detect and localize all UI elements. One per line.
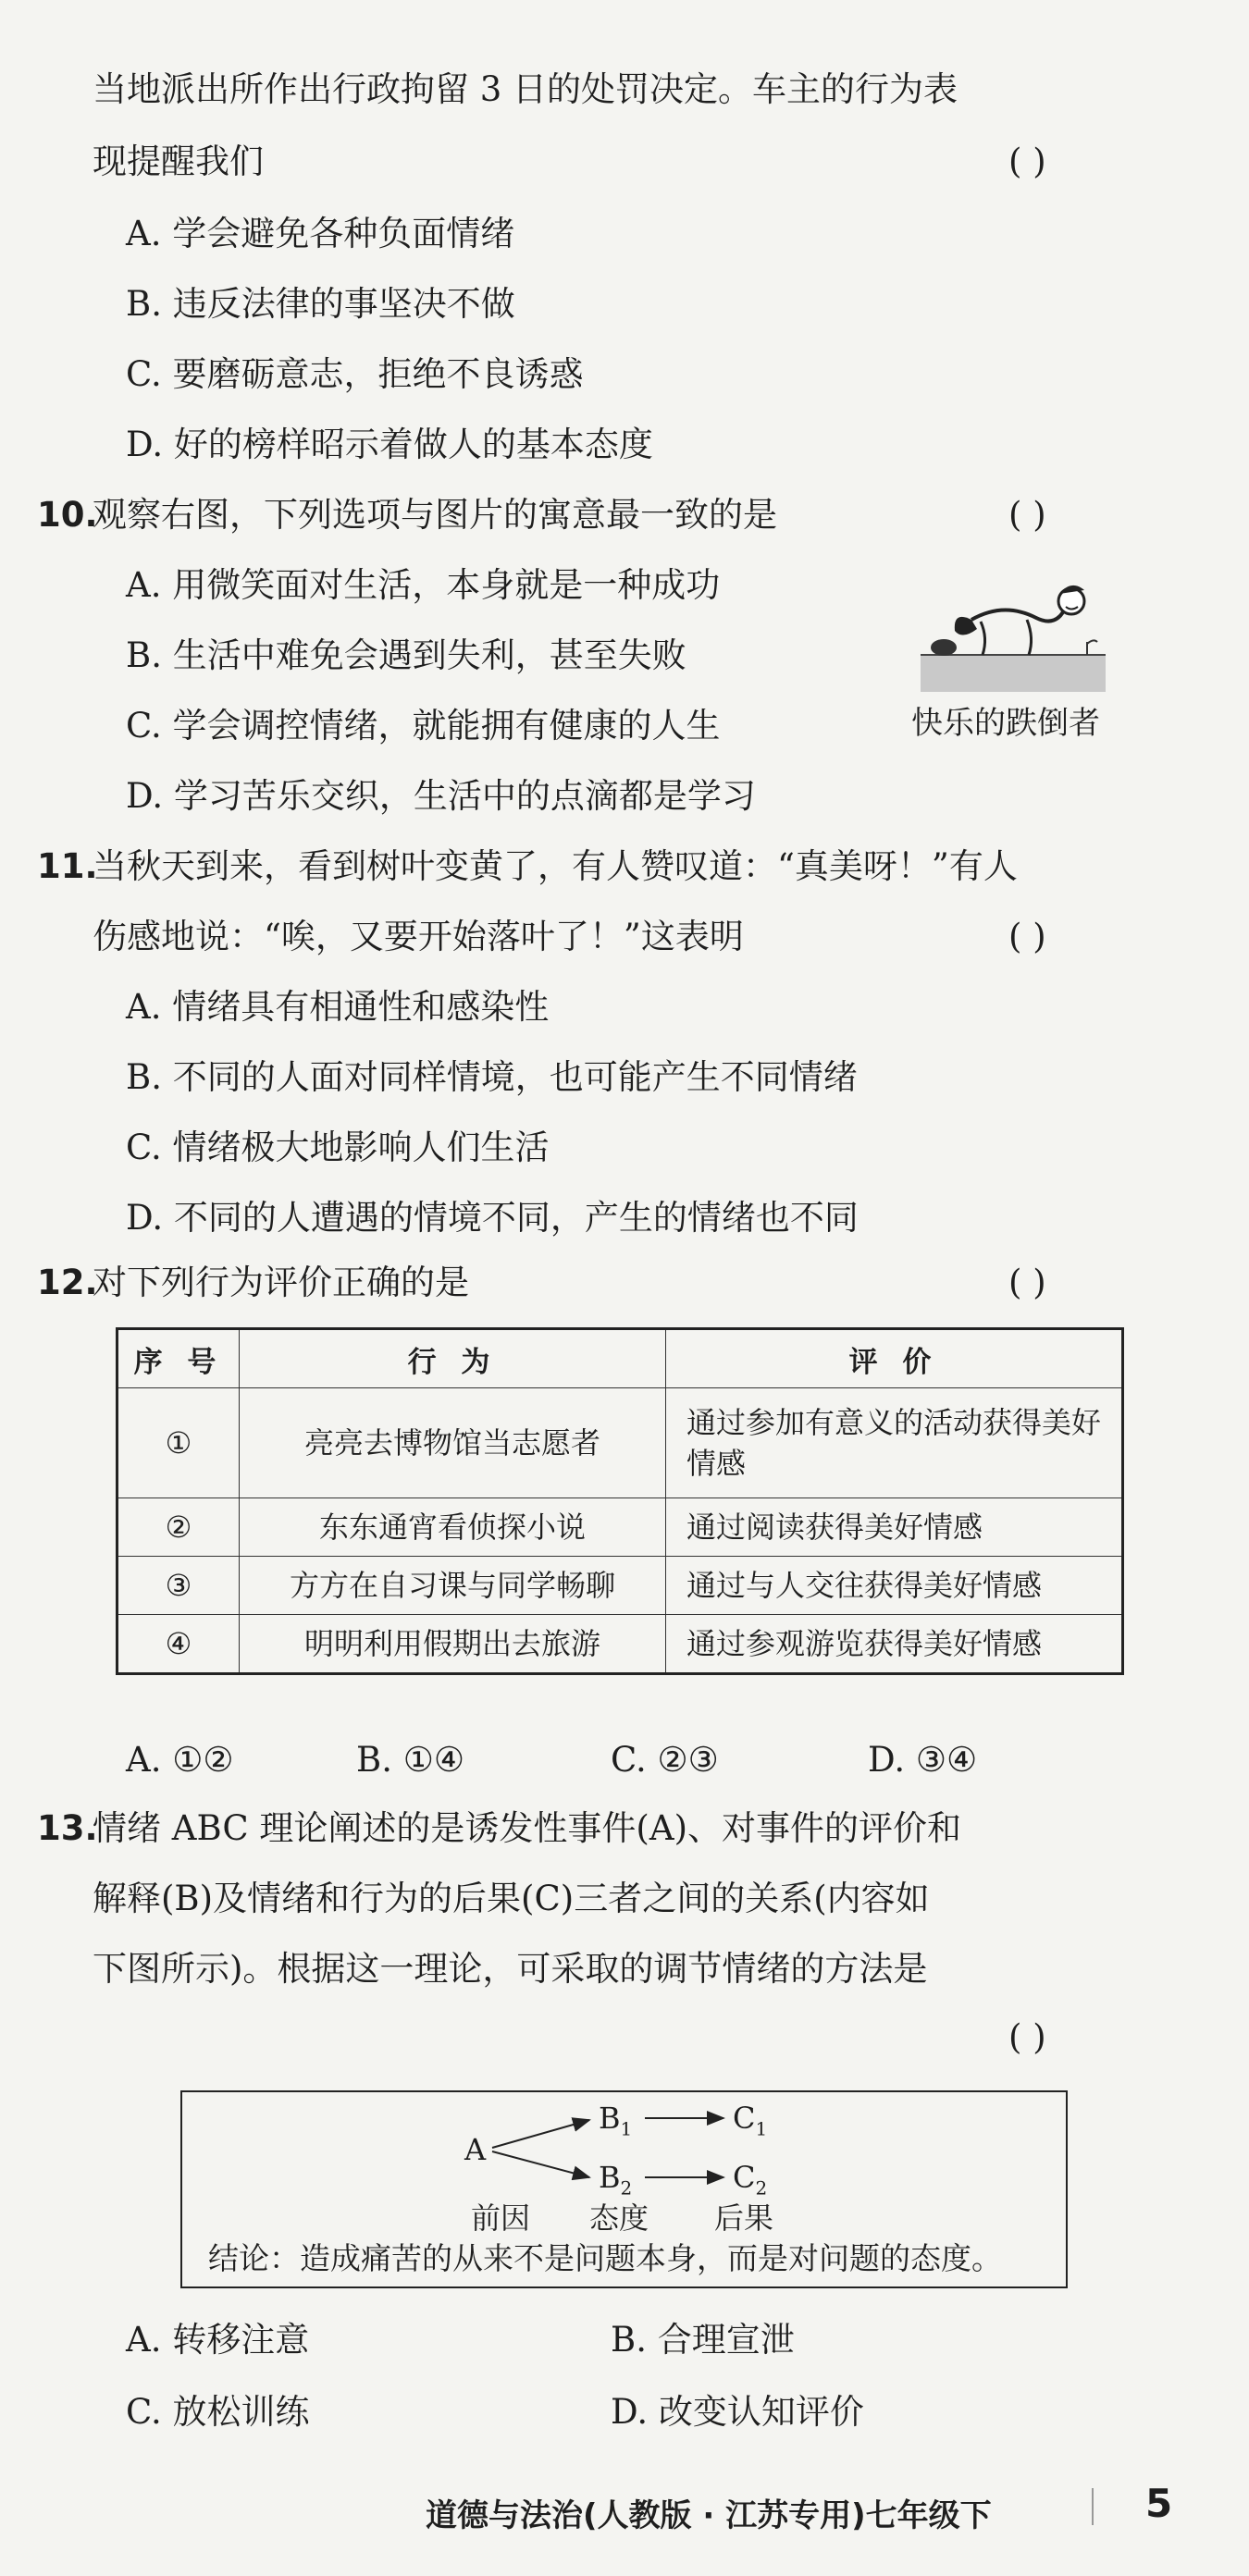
q11-stem-line1: 当秋天到来，看到树叶变黄了，有人赞叹道：“真美呀！”有人 xyxy=(93,846,1018,886)
q12-stem: 对下列行为评价正确的是 xyxy=(93,1263,469,1302)
diagram-label-cause: 前因 xyxy=(471,2200,531,2236)
q10-answer-paren: ( ) xyxy=(1008,495,1046,535)
table-row xyxy=(117,1615,1123,1674)
q9-stem-line1: 当地派出所作出行政拘留 3 日的处罚决定。车主的行为表 xyxy=(93,69,958,109)
q9-stem-line2: 现提醒我们 xyxy=(93,142,264,181)
q11-option-c: C. 情绪极大地影响人们生活 xyxy=(126,1128,550,1167)
q11-option-d: D. 不同的人遭遇的情境不同，产生的情绪也不同 xyxy=(126,1198,859,1238)
q13-option-c: C. 放松训练 xyxy=(126,2392,310,2432)
q10-option-b: B. 生活中难免会遇到失利，甚至失败 xyxy=(126,635,686,675)
q13-option-b: B. 合理宣泄 xyxy=(611,2320,795,2360)
q12-number: 12. xyxy=(37,1263,98,1302)
q13-stem-line2: 解释(B)及情绪和行为的后果(C)三者之间的关系(内容如 xyxy=(93,1879,930,1918)
q10-option-d: D. 学习苦乐交织，生活中的点滴都是学习 xyxy=(126,776,756,816)
row-behavior: 明明利用假期出去旅游 xyxy=(240,1615,666,1674)
q9-answer-paren: ( ) xyxy=(1008,142,1046,181)
q10-stem: 观察右图，下列选项与图片的寓意最一致的是 xyxy=(93,495,777,535)
diagram-label-attitude: 态度 xyxy=(589,2200,649,2236)
row-behavior: 东东通宵看侦探小说 xyxy=(240,1498,666,1557)
table-row xyxy=(117,1498,1123,1557)
q12-option-b: B. ①④ xyxy=(356,1740,465,1780)
q9-option-a: A. 学会避免各种负面情绪 xyxy=(126,214,515,253)
behavior-evaluation-table xyxy=(116,1327,1124,1675)
row-number: ① xyxy=(117,1388,240,1498)
row-evaluation: 通过与人交往获得美好情感 xyxy=(666,1557,1123,1615)
q9-option-c: C. 要磨砺意志，拒绝不良诱惑 xyxy=(126,354,584,394)
diagram-node-c1: $C_1$ xyxy=(733,2101,768,2140)
row-number: ② xyxy=(117,1498,240,1557)
q13-option-d: D. 改变认知评价 xyxy=(611,2392,864,2432)
q13-number: 13. xyxy=(37,1808,98,1848)
diagram-node-c2: $C_2$ xyxy=(733,2160,768,2200)
diagram-node-b2: $B_2$ xyxy=(599,2160,633,2200)
q10-option-c: C. 学会调控情绪，就能拥有健康的人生 xyxy=(126,706,721,746)
q12-option-a: A. ①② xyxy=(126,1740,234,1780)
q11-number: 11. xyxy=(37,846,98,886)
row-number: ③ xyxy=(117,1557,240,1615)
diagram-conclusion: 结论：造成痛苦的从来不是问题本身，而是对问题的态度。 xyxy=(208,2240,1002,2276)
q13-option-a: A. 转移注意 xyxy=(126,2320,310,2360)
q12-answer-paren: ( ) xyxy=(1008,1263,1046,1302)
page-number: 5 xyxy=(1145,2481,1173,2526)
diagram-node-a: A xyxy=(464,2132,487,2167)
footer-divider xyxy=(1092,2488,1094,2525)
header-evaluation: 评 价 xyxy=(666,1329,1123,1388)
q13-answer-paren: ( ) xyxy=(1008,2017,1046,2057)
row-evaluation: 通过阅读获得美好情感 xyxy=(666,1498,1123,1557)
q9-option-d: D. 好的榜样昭示着做人的基本态度 xyxy=(126,425,653,464)
q11-option-a: A. 情绪具有相通性和感染性 xyxy=(126,987,550,1027)
row-evaluation: 通过参观游览获得美好情感 xyxy=(666,1615,1123,1674)
happy-faller-illustration xyxy=(916,573,1110,694)
illustration-caption: 快乐的跌倒者 xyxy=(911,705,1100,742)
row-evaluation: 通过参加有意义的活动获得美好情感 xyxy=(666,1388,1123,1498)
table-row xyxy=(117,1388,1123,1498)
q13-stem-line3: 下图所示)。根据这一理论，可采取的调节情绪的方法是 xyxy=(93,1949,928,1989)
q9-option-b: B. 违反法律的事坚决不做 xyxy=(126,284,515,324)
header-behavior: 行 为 xyxy=(240,1329,666,1388)
q10-option-a: A. 用微笑面对生活，本身就是一种成功 xyxy=(126,565,721,605)
row-behavior: 亮亮去博物馆当志愿者 xyxy=(240,1388,666,1498)
book-title-footer: 道德与法治(人教版 · 江苏专用)七年级下 xyxy=(426,2497,992,2534)
q11-option-b: B. 不同的人面对同样情境，也可能产生不同情绪 xyxy=(126,1057,858,1097)
row-behavior: 方方在自习课与同学畅聊 xyxy=(240,1557,666,1615)
table-header-row xyxy=(117,1329,1123,1388)
q12-option-c: C. ②③ xyxy=(611,1740,719,1780)
q10-number: 10. xyxy=(37,495,98,535)
diagram-label-result: 后果 xyxy=(714,2200,774,2236)
table-row xyxy=(117,1557,1123,1615)
q13-stem-line1: 情绪 ABC 理论阐述的是诱发性事件(A)、对事件的评价和 xyxy=(93,1808,962,1848)
row-number: ④ xyxy=(117,1615,240,1674)
header-number: 序 号 xyxy=(117,1329,240,1388)
abc-theory-diagram xyxy=(180,2090,1068,2288)
diagram-node-b1: $B_1$ xyxy=(599,2101,633,2140)
q11-answer-paren: ( ) xyxy=(1008,917,1046,956)
q11-stem-line2: 伤感地说：“唉，又要开始落叶了！”这表明 xyxy=(93,917,744,956)
q12-option-d: D. ③④ xyxy=(868,1740,978,1780)
